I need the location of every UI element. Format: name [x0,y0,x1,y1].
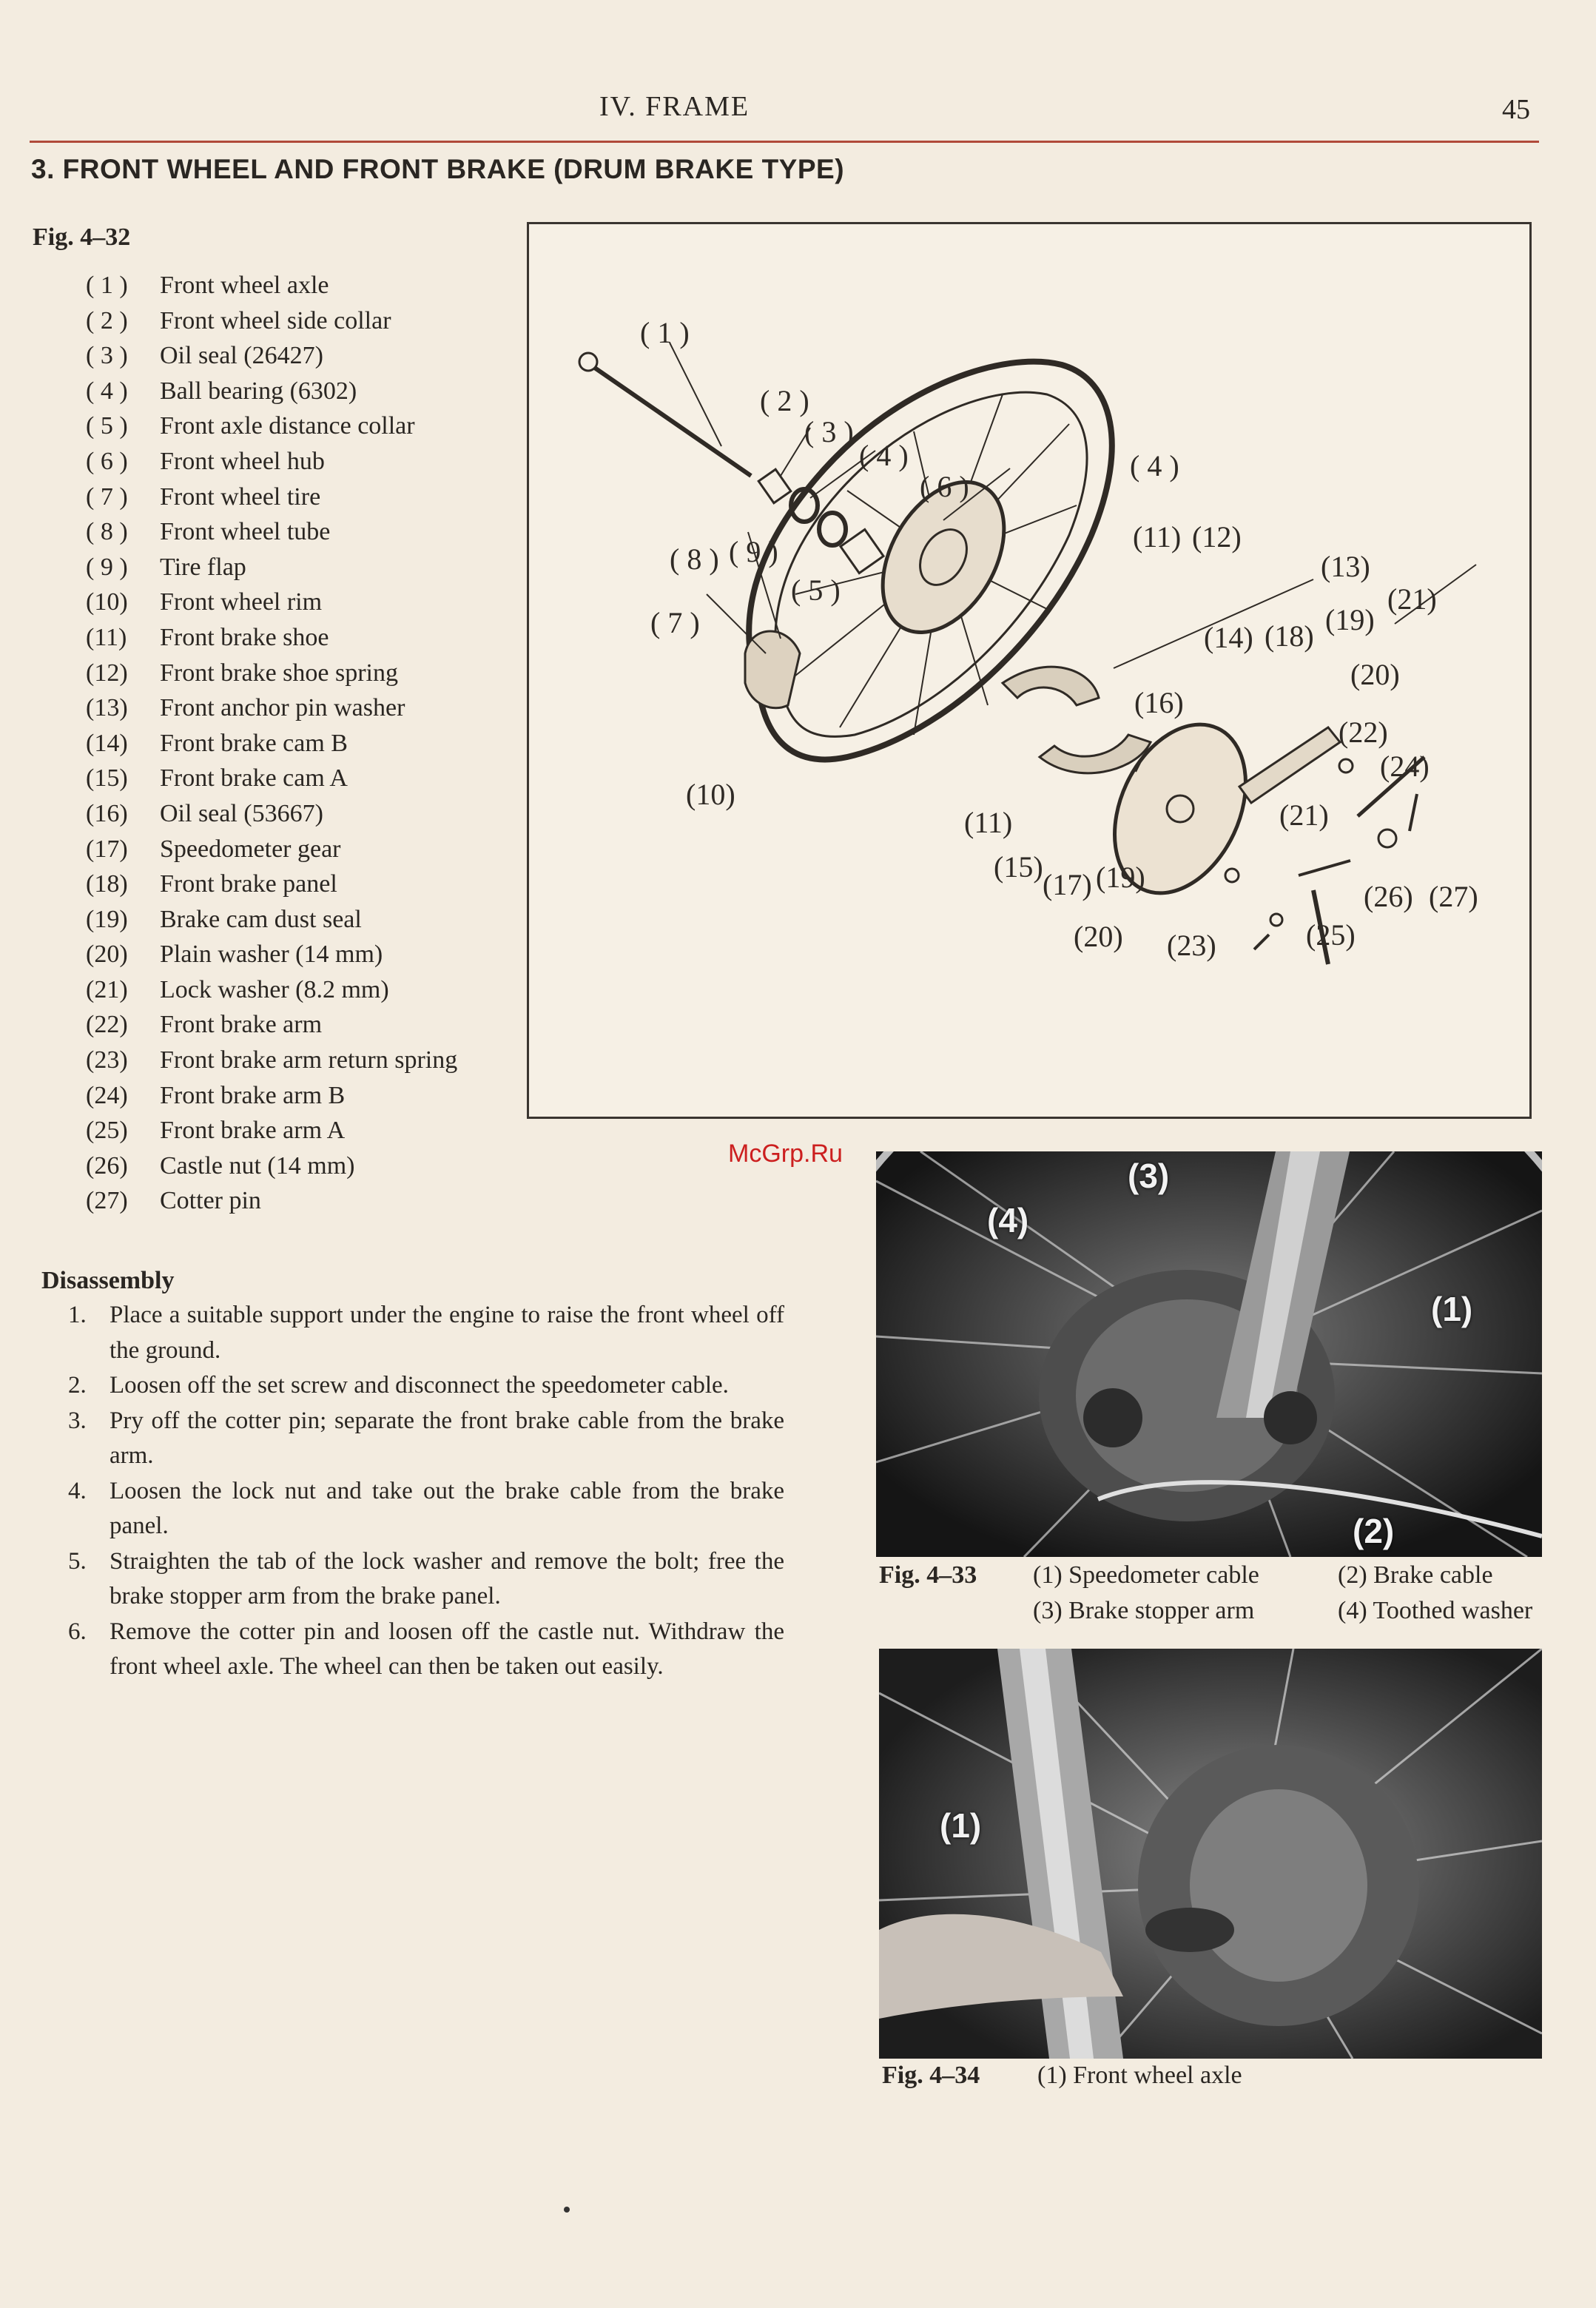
page-speck [564,2207,570,2213]
part-number: ( 3 ) [86,342,128,370]
callout-22: (22) [1339,716,1388,749]
photo-label-3: (3) [1128,1157,1170,1195]
part-number: ( 5 ) [86,412,128,440]
part-number: (23) [86,1046,128,1074]
parts-list-item [86,1183,457,1219]
step-number: 3. [68,1407,87,1434]
part-number: (13) [86,694,128,722]
callout-26: (26) [1364,880,1413,913]
callout-8: ( 8 ) [670,542,719,576]
callout-11-bottom: (11) [964,806,1013,839]
step-number: 6. [68,1618,87,1645]
part-name: Front axle distance collar [160,412,415,440]
figure-4-33-image [876,1151,1542,1557]
callout-20-top: (20) [1350,658,1400,691]
part-number: (24) [86,1081,128,1109]
step-text: Pry off the cotter pin; separate the front brake cable from the brake arm. [110,1407,784,1469]
part-number: (18) [86,870,128,898]
part-number: ( 9 ) [86,553,128,581]
step-number: 1. [68,1302,87,1328]
callout-11-top: (11) [1133,520,1182,554]
part-name: Tire flap [160,553,246,581]
photo-label-1: (1) [940,1806,982,1845]
parts-list-item [86,796,457,832]
parts-list-item [86,480,457,515]
chapter-heading: IV. FRAME [599,91,750,122]
disassembly-step [68,1368,784,1404]
axle-shape [588,363,751,476]
part-name: Oil seal (26427) [160,342,323,370]
part-number: (11) [86,623,127,651]
parts-list-item [86,902,457,938]
callout-14: (14) [1204,621,1253,654]
part-number: (10) [86,588,128,616]
callout-15: (15) [994,850,1043,884]
part-number: (25) [86,1117,128,1145]
step-text: Straighten the tab of the lock washer and remove the bolt; free the brake stopper arm from the brake panel. [110,1547,784,1609]
parts-list-item [86,1007,457,1043]
parts-list-item [86,726,457,761]
part-number: (19) [86,905,128,933]
part-number: (22) [86,1011,128,1039]
callout-19-top: (19) [1325,603,1375,636]
figure-4-32-label: Fig. 4–32 [33,223,131,251]
callout-23: (23) [1167,929,1216,962]
part-number: (17) [86,835,128,863]
part-name: Front anchor pin washer [160,694,405,722]
step-number: 5. [68,1547,87,1575]
part-number: (14) [86,729,128,757]
parts-list-item [86,867,457,902]
callout-13: (13) [1321,550,1370,583]
section-title: 3. FRONT WHEEL AND FRONT BRAKE (DRUM BRAKE TYPE) [31,154,845,184]
photo-label-4: (4) [987,1201,1029,1239]
callout-7: ( 7 ) [650,606,700,639]
callout-4-right: ( 4 ) [1130,449,1179,482]
callout-24: (24) [1380,750,1430,783]
figure-4-34-image [879,1649,1542,2059]
parts-list-item [86,761,457,796]
part-name: Front brake panel [160,870,337,898]
part-name: Front wheel side collar [160,306,391,334]
disassembly-heading: Disassembly [41,1267,175,1294]
part-name: Front brake cam A [160,764,348,793]
step-text: Loosen off the set screw and disconnect the speedometer cable. [110,1372,729,1399]
part-name: Front brake cam B [160,729,348,757]
parts-list-item [86,1113,457,1148]
parts-list-item [86,550,457,585]
disassembly-step [68,1474,784,1544]
figure-4-34-photo [879,1649,1542,2059]
callout-25: (25) [1306,918,1356,952]
part-name: Front wheel hub [160,447,325,475]
part-name: Front wheel axle [160,272,329,299]
parts-list-item [86,303,457,339]
caption-brake-stopper-arm: (3) Brake stopper arm [1033,1597,1255,1624]
part-number: ( 6 ) [86,447,128,475]
photo-label-2: (2) [1353,1512,1395,1550]
figure-4-33-photo [876,1151,1542,1557]
step-text: Loosen the lock nut and take out the brake cable from the brake panel. [110,1477,784,1539]
callout-10: (10) [686,778,735,811]
callout-21-top: (21) [1387,582,1437,616]
callout-12: (12) [1192,520,1242,554]
part-name: Front wheel tube [160,518,331,546]
part-name: Castle nut (14 mm) [160,1151,355,1180]
header-divider [30,141,1539,143]
callout-4-left: ( 4 ) [859,439,909,472]
part-name: Front wheel rim [160,588,323,616]
part-number: (26) [86,1151,128,1180]
callout-16: (16) [1134,686,1184,719]
exploded-diagram-drawing [529,224,1529,1117]
parts-list-item [86,937,457,972]
disassembly-steps [68,1298,784,1685]
part-name: Front brake arm B [160,1081,346,1109]
step-number: 4. [68,1477,87,1504]
part-number: (20) [86,941,128,969]
part-name: Speedometer gear [160,835,341,863]
parts-list-item [86,1078,457,1114]
part-number: (27) [86,1187,128,1215]
parts-list-item [86,1148,457,1184]
callout-6: ( 6 ) [920,470,969,503]
exploded-diagram [527,222,1532,1119]
parts-list-item [86,690,457,726]
part-number: (15) [86,764,128,793]
callout-21-bottom: (21) [1279,798,1329,832]
part-name: Front brake arm return spring [160,1046,458,1074]
parts-list-item [86,656,457,691]
part-name: Lock washer (8.2 mm) [160,975,389,1003]
callout-3: ( 3 ) [804,415,854,448]
part-number: (21) [86,975,128,1003]
disassembly-step [68,1544,784,1615]
disassembly-step [68,1615,784,1685]
part-name: Front brake arm A [160,1117,346,1145]
parts-list-item [86,832,457,867]
part-name: Ball bearing (6302) [160,377,357,405]
caption-toothed-washer: (4) Toothed washer [1338,1597,1533,1624]
caption-brake-cable: (2) Brake cable [1338,1561,1493,1589]
callout-17: (17) [1043,868,1092,901]
part-name: Front brake shoe spring [160,659,399,687]
disassembly-step [68,1298,784,1368]
parts-list-item [86,408,457,444]
part-name: Cotter pin [160,1187,261,1215]
parts-list-item [86,1043,457,1078]
caption-front-wheel-axle: (1) Front wheel axle [1037,2062,1242,2089]
part-number: ( 7 ) [86,482,128,511]
part-name: Plain washer (14 mm) [160,941,383,969]
part-number: ( 8 ) [86,518,128,546]
part-name: Brake cam dust seal [160,905,362,933]
callout-5: ( 5 ) [791,573,841,607]
part-number: ( 2 ) [86,306,128,334]
callout-1: ( 1 ) [640,316,690,349]
part-number: (16) [86,799,128,827]
step-text: Remove the cotter pin and loosen off the castle nut. Withdraw the front wheel axle. The wheel can then be taken out easily. [110,1618,784,1680]
caption-speedometer-cable: (1) Speedometer cable [1033,1561,1259,1589]
parts-list-item [86,444,457,480]
figure-4-33-label: Fig. 4–33 [879,1561,977,1589]
photo-label-1: (1) [1431,1290,1473,1328]
part-number: ( 4 ) [86,377,128,405]
parts-list-item [86,338,457,374]
part-number: (12) [86,659,128,687]
part-name: Oil seal (53667) [160,799,323,827]
callout-18: (18) [1265,619,1314,653]
watermark: McGrp.Ru [728,1140,843,1168]
part-name: Front brake shoe [160,623,329,651]
part-name: Front wheel tire [160,482,321,511]
disassembly-step [68,1404,784,1474]
part-name: Front brake arm [160,1011,323,1039]
page-number: 45 [1502,94,1530,125]
parts-list-item [86,972,457,1008]
callout-19-bottom: (19) [1096,861,1145,894]
callout-20-bottom: (20) [1074,920,1123,953]
callout-9: ( 9 ) [729,535,778,568]
step-number: 2. [68,1372,87,1399]
part-number: ( 1 ) [86,272,128,299]
step-text: Place a suitable support under the engine to raise the front wheel off the ground. [110,1302,784,1364]
parts-list [86,268,457,1219]
parts-list-item [86,585,457,620]
parts-list-item [86,514,457,550]
parts-list-item [86,268,457,303]
figure-4-34-label: Fig. 4–34 [882,2062,980,2089]
callout-27: (27) [1429,880,1478,913]
parts-list-item [86,620,457,656]
callout-2: ( 2 ) [760,384,809,417]
parts-list-item [86,374,457,409]
